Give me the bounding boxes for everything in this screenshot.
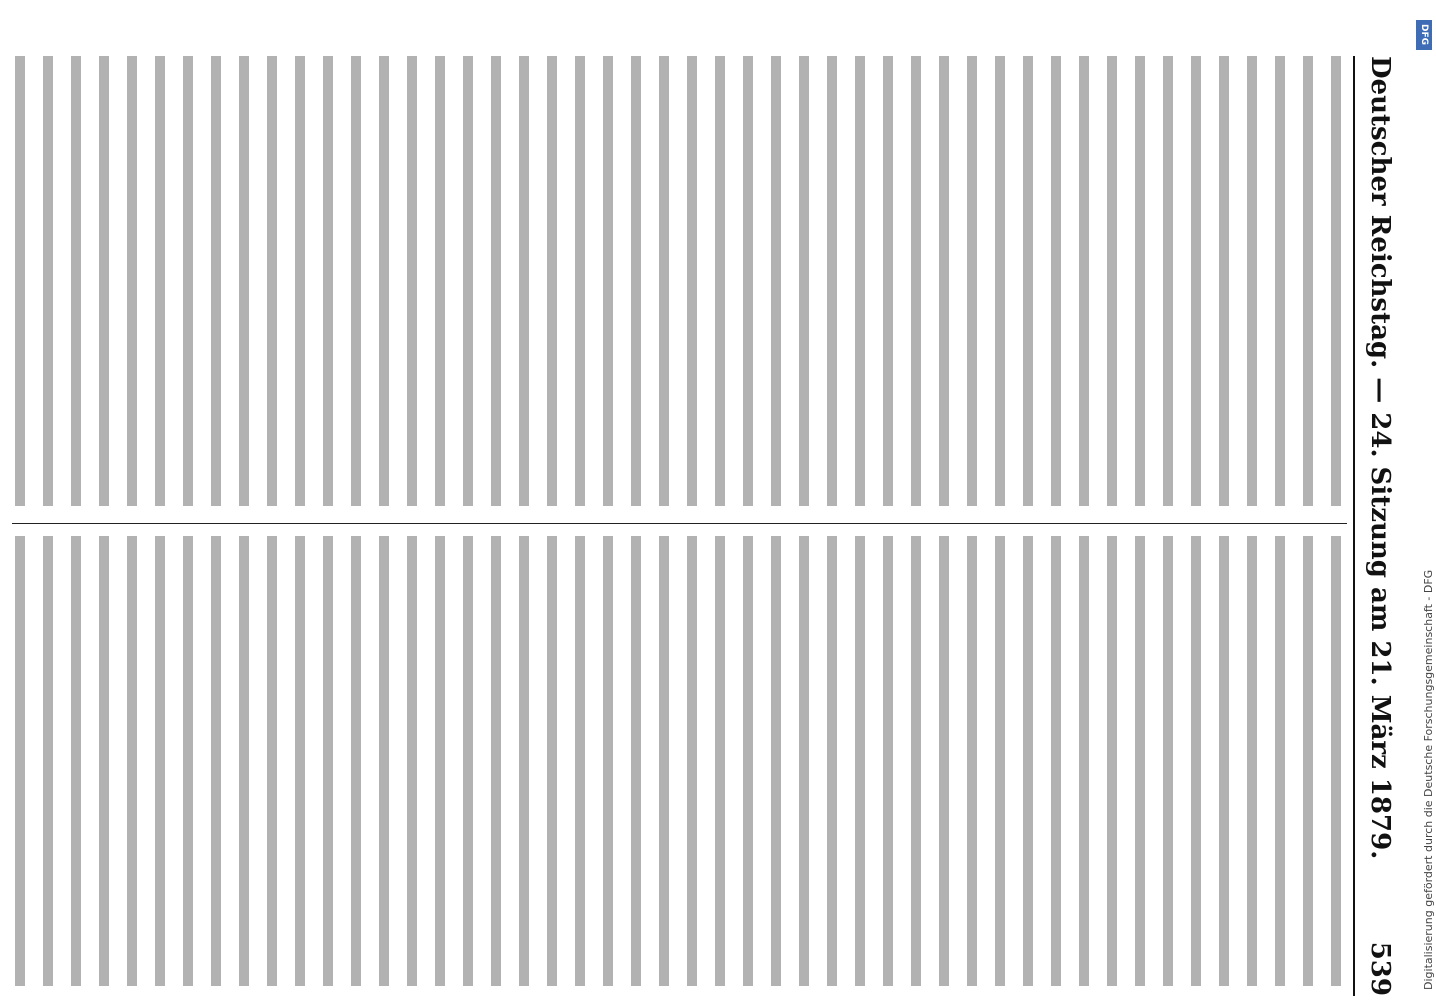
column-divider [12,523,1347,524]
text-column-right [12,536,1347,986]
dfg-logo: DFG [1416,20,1432,50]
digitization-note: Digitalisierung gefördert durch die Deutsche Forschungsgemeinschaft - DFG [1422,569,1435,990]
page-number: 539 [1365,941,1395,996]
rotated-print-page [6,56,1401,996]
running-head-title: Deutscher Reichstag. — 24. Sitzung am 21. März 1879. [1365,56,1395,860]
header-rule [1353,56,1355,996]
running-head [1357,56,1401,996]
text-column-left [12,56,1347,506]
